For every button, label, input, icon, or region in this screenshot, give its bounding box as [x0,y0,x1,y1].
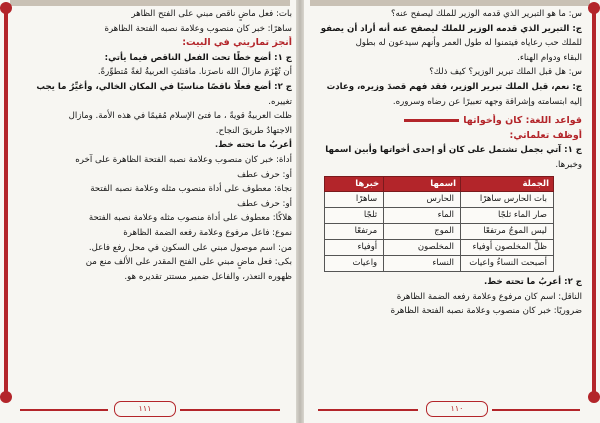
table-row [325,208,554,224]
text-line: من: اسم موصول مبني على السكون في محل رفع فاعل. [88,242,292,253]
title-rule [404,119,459,122]
table-cell: أصبحت النساءُ واعيات [461,256,554,272]
right-page [300,0,600,423]
column-header: خبرها [325,176,384,192]
table-cell: الحارس [384,192,461,208]
text-line: للملك حب رعاياه فيتمنوا له طول العمر وأنهم سيدعون له بطول [355,38,582,49]
text-line: الناقل: اسم كان مرفوع وعلامة رفعه الضمة الظاهرة [396,291,582,302]
exercise-heading: ج ١: أضع خطًا تحت الفعل الناقص فيما يأتي: [104,52,292,63]
text-line: إليه ابتسامته وإشراقة وجهه تعبيرًا عن رضاه وسروره. [392,96,582,107]
activities-heading: أوظف تعلماتي: [509,129,582,141]
text-line: ظهوره التعذر، والفاعل ضمير مستتر تقديره هو. [124,271,292,282]
table-cell: الموج [384,224,461,240]
table-cell: صار الماء ثلجًا [461,208,554,224]
table-cell: ظلَّ المخلصون أوفياء [461,240,554,256]
section-heading: أنجز تماريني في البيت: [182,37,292,49]
exercise-heading: ج ٢: أضع فعلًا ناقصًا مناسبًا في المكان الخالي، وأغيِّرُ ما يجب [36,81,292,92]
text-line: أن تُهْزَمَ مازالَ الله ناصرَنا. مافتئتِ العربيةُ لغةً مُتطوِّرةً. [97,67,292,78]
table-cell: واعيات [325,256,384,272]
answer-line: ج: نعم، قبل الملك تبرير الوزير، فقد فهم قصدَ وزيره، وعادت [326,81,582,92]
text-line: ساهرًا: خبر كان منصوب وعلامة نصبه الفتحة الظاهرة [104,23,292,34]
text-line: نموع: فاعل مرفوع وعلامة رفعه الضمة الظاهرة [123,227,292,238]
text-line: نجاة: معطوف على أداة منصوب مثله وعلامة نصبه الفتحة [90,184,292,195]
footer-ornament [180,409,280,411]
table-cell: المخلصون [384,240,461,256]
text-line: أو: حرف عطف [237,169,292,180]
table-cell: ساهرًا [325,192,384,208]
text-line: هلاكًا: معطوف على أداة منصوب مثله وعلامة نصبه الفتحة [88,213,292,224]
section-title-row [312,114,582,129]
footer-ornament [492,409,580,411]
exercise-heading: ج ١: آتي بجمل تشتمل على كان أو إحدى أخواتها وأبين اسمها [325,145,582,156]
table-cell: النساء [384,256,461,272]
table-row [325,240,554,256]
left-page-text [20,7,292,395]
answer-line: ج: التبرير الذي قدمه الوزير للملك ليصفح عنه أنه أراد أن يصفو [320,23,582,34]
page-top-band [10,0,290,6]
table-cell: ليس الموجُ مرتفعًا [461,224,554,240]
footer-ornament [318,409,418,411]
text-line: تغييره. [268,96,292,107]
page-border-ornament [4,6,8,399]
table-cell: الماء [384,208,461,224]
table-header-row [325,176,554,192]
exercise-heading: أعربُ ما تحته خط. [214,140,292,151]
exercise-heading: ج ٢: أعربُ ما تحته خط. [484,277,582,288]
text-line: ضروريًا: خبر كان منصوب وعلامة نصبه الفتحة الظاهرة [390,306,582,317]
page-number: ١١١ [114,401,176,417]
text-line: ظلت العربيةُ قويةً ، ما فتئ الإسلام مُقيمًا في هذه الأمة. ومازال [68,111,292,122]
page-border-ornament [592,6,596,399]
table-cell: مرتفعًا [325,224,384,240]
table-cell: بات الحارس ساهرًا [461,192,554,208]
text-line: بات: فعل ماضٍ ناقص مبني على الفتح الظاهر [131,9,292,19]
text-line: الاجتهادُ طريقَ النجاح. [215,125,292,136]
question-line: س: هل قبل الملك تبرير الوزير؟ كيف ذلك؟ [429,67,582,78]
table-cell: ثلجًا [325,208,384,224]
right-page-text [312,7,582,395]
page-number: ١١٠ [426,401,488,417]
table-cell: أوفياء [325,240,384,256]
grammar-table [324,176,554,273]
text-line: وخبرها. [555,159,582,170]
section-title: قواعد اللغة: كان وأخواتها [463,115,582,127]
text-line: أو: حرف عطف [237,198,292,209]
book-gutter [296,0,304,423]
footer-ornament [20,409,108,411]
text-line: البقاء ودوام الهناء. [517,52,582,63]
table-row [325,192,554,208]
text-line: بكى: فعل ماضٍ مبني على الفتح المقدر على الألف منع من [85,257,292,268]
page-top-band [310,0,590,6]
question-line: س: ما هو التبرير الذي قدمه الوزير للملك ليصفح عنه؟ [390,9,582,19]
column-header: الجملة [461,176,554,192]
table-row [325,224,554,240]
column-header: اسمها [384,176,461,192]
table-row [325,256,554,272]
text-line: أداة: خبر كان منصوب وعلامة نصبه الفتحة الظاهرة على آخره [75,154,292,165]
